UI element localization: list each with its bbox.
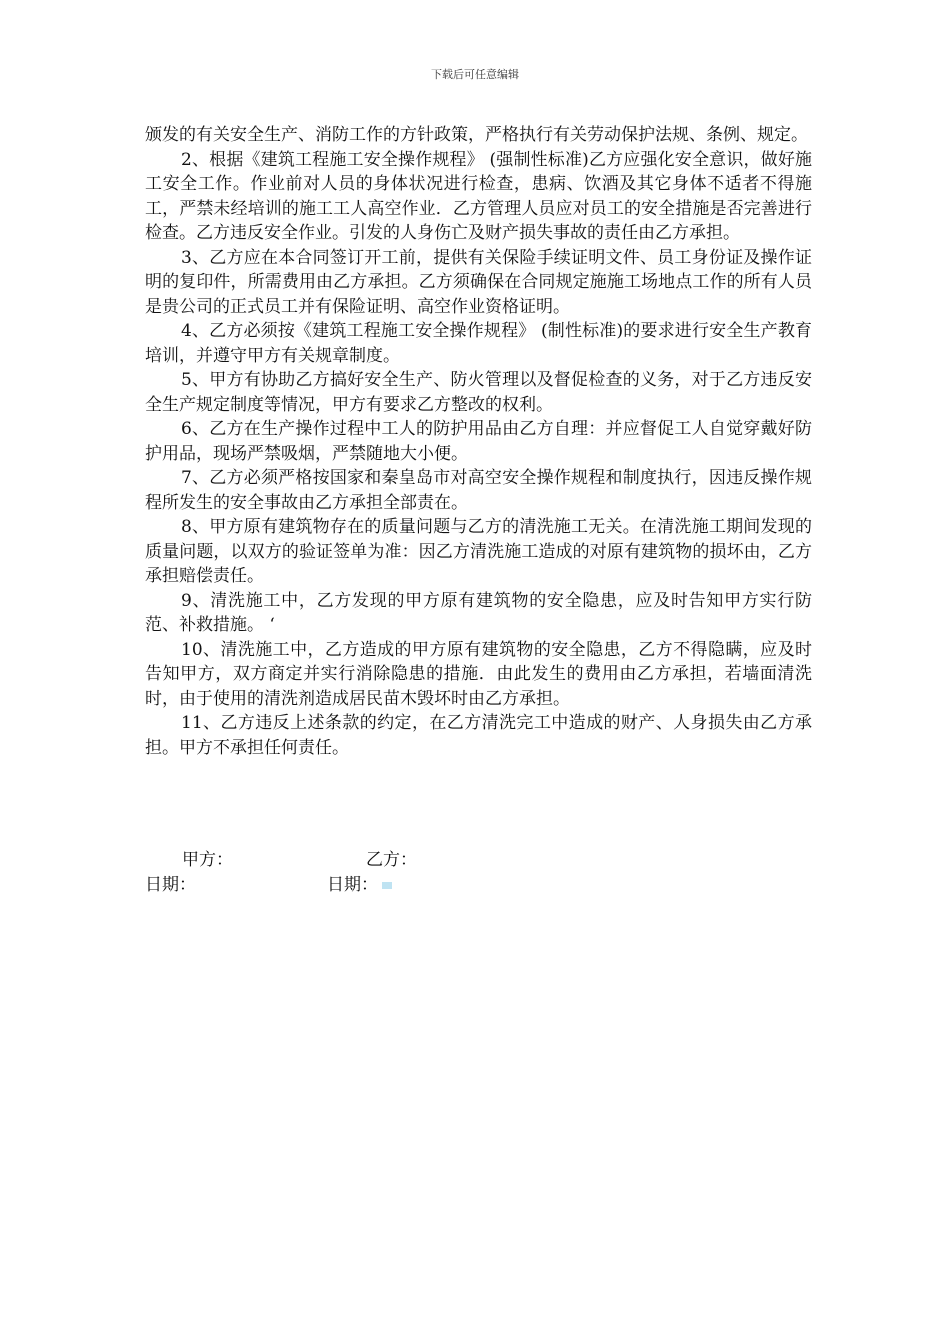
clause-10: 10、清洗施工中，乙方造成的甲方原有建筑物的安全隐患，乙方不得隐瞒，应及时告知甲方，双方商定并实行消除隐患的措施．由此发生的费用由乙方承担，若墙面清洗时，由于使用的清洗剂造成居民苗木毁坏时由乙方承担。	[145, 639, 812, 709]
clause-9: 9、清洗施工中，乙方发现的甲方原有建筑物的安全隐患，应及时告知甲方实行防范、补救措施。 ‘	[145, 590, 812, 635]
clause-4: 4、乙方必须按《建筑工程施工安全操作规程》 (制性标准)的要求进行安全生产教育培训，并遵守甲方有关规章制度。	[145, 321, 812, 366]
clause-6: 6、乙方在生产操作过程中工人的防护用品由乙方自理：并应督促工人自觉穿戴好防护用品，现场严禁吸烟，严禁随地大小便。	[145, 419, 812, 464]
party-a-label: 甲方：	[182, 850, 233, 870]
clause-11: 11、乙方违反上述条款的约定，在乙方清洗完工中造成的财产、人身损失由乙方承担。甲方不承担任何责任。	[145, 713, 812, 758]
clause-3: 3、乙方应在本合同签订开工前，提供有关保险手续证明文件、员工身份证及操作证明的复印件，所需费用由乙方承担。乙方须确保在合同规定施施工场地点工作的所有人员是贵公司的正式员工并有保险证明、高空作业资格证明。	[145, 247, 812, 317]
document-body	[145, 123, 812, 760]
text-cursor-marker	[382, 882, 392, 889]
date-b-label: 日期：	[327, 875, 378, 895]
clause-7: 7、乙方必须严格按国家和秦皇岛市对高空安全操作规程和制度执行，因违反操作规程所发生的安全事故由乙方承担全部责在。	[145, 468, 812, 513]
clause-5: 5、甲方有协助乙方搞好安全生产、防火管理以及督促检查的义务，对于乙方违反安全生产规定制度等情况，甲方有要求乙方整改的权利。	[145, 370, 812, 415]
header-note: 下载后可任意编辑	[431, 68, 519, 81]
clause-8: 8、甲方原有建筑物存在的质量问题与乙方的清洗施工无关。在清洗施工期间发现的质量问题，以双方的验证签单为准：因乙方清洗施工造成的对原有建筑物的损坏由，乙方承担赔偿责任。	[145, 517, 812, 586]
clause-2: 2、根据《建筑工程施工安全操作规程》 (强制性标准)乙方应强化安全意识，做好施工安全工作。作业前对人员的身体状况进行检查，患病、饮酒及其它身体不适者不得施工，严禁未经培训的施工工人高空作业．乙方管理人员应对员工的安全措施是否完善进行检查。乙方违反安全作业。引发的人身伤亡及财产损失事故的责任由乙方承担。	[145, 149, 812, 243]
date-b-group	[327, 873, 392, 897]
party-b-label: 乙方：	[366, 850, 417, 870]
date-a-label: 日期：	[145, 875, 196, 895]
paragraph-continuation: 颁发的有关安全生产、消防工作的方针政策，严格执行有关劳动保护法规、条例、规定。	[145, 125, 808, 145]
